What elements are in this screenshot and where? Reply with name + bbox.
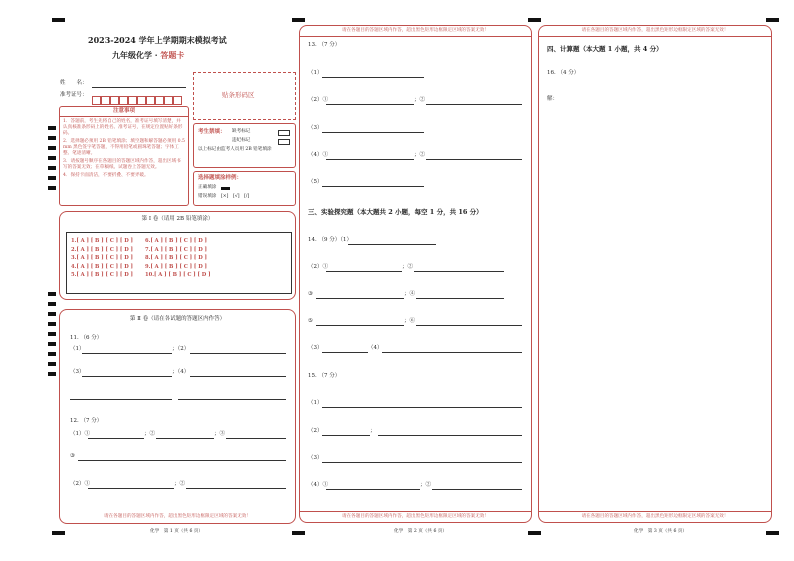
q13-item-label: （4）① xyxy=(308,152,328,158)
q11-item-label: ；（2） xyxy=(172,346,190,352)
q12-item-label: ；② xyxy=(174,481,186,487)
part2-box xyxy=(59,309,296,524)
q12-item-label: （2）① xyxy=(70,481,90,487)
q13-item-label: （5） xyxy=(308,179,323,185)
q14-item-label: ；② xyxy=(402,264,414,270)
subtitle-suffix: 答题卡 xyxy=(160,50,185,60)
name-field[interactable] xyxy=(92,87,186,88)
q14-item-label: （3） xyxy=(308,345,323,351)
answer-line[interactable] xyxy=(414,271,504,272)
q11-item-label: （3） xyxy=(70,369,85,375)
wrong-fill-marks: [×] [√] [/] xyxy=(221,194,250,199)
answer-line[interactable] xyxy=(70,399,172,400)
answer-line[interactable] xyxy=(88,488,174,489)
q13-item-label: （2）① xyxy=(308,97,328,103)
omr-grid xyxy=(66,232,292,294)
registration-mark xyxy=(292,531,305,535)
omr-row[interactable]: 1.[ A ] [ B ] [ C ] [ D ] xyxy=(71,238,133,244)
exam-status-note: 以上标记由监考人员用 2B 铅笔填涂 xyxy=(198,147,272,152)
registration-mark xyxy=(766,531,779,535)
boundary-warning: 请在各题目的答题区域内作答，超出黑色矩形边框限定区域的答案无效！ xyxy=(341,514,489,519)
notice-box xyxy=(59,106,189,206)
omr-row[interactable]: 5.[ A ] [ B ] [ C ] [ D ] xyxy=(71,272,133,278)
answer-line[interactable] xyxy=(322,462,522,463)
correct-fill-label: 正确填涂 xyxy=(198,185,217,190)
answer-line[interactable] xyxy=(82,353,172,354)
part1-box xyxy=(59,211,296,300)
q12-item-label: ；③ xyxy=(214,431,226,437)
exam-status-box xyxy=(193,123,296,168)
q15-item-label: （1） xyxy=(308,400,323,406)
answer-line[interactable] xyxy=(322,77,424,78)
absent-label: 缺考标记 xyxy=(232,129,251,134)
q14-item-label: ；④ xyxy=(404,291,416,297)
barcode-label: 贴条形码区 xyxy=(222,91,255,99)
answer-line[interactable] xyxy=(426,104,522,105)
registration-mark xyxy=(52,531,65,535)
answer-line[interactable] xyxy=(378,435,522,436)
q12-item-label: （1）① xyxy=(70,431,90,437)
name-label: 姓 名： xyxy=(60,80,88,86)
boundary-warning: 请在各题目的答题区域内作答，超出黑色矩形边框限定区域的答案无效！ xyxy=(581,514,729,519)
answer-line[interactable] xyxy=(426,159,522,160)
q15-item-label: （4）① xyxy=(308,482,328,488)
wrong-fill-label: 错误填涂 xyxy=(198,194,217,199)
page-footer: 化学 第 1 页（共 6 页） xyxy=(150,529,204,534)
answer-line[interactable] xyxy=(416,298,504,299)
question-11-label: 11. （6 分） xyxy=(70,335,103,341)
q12-item-label: ；② xyxy=(144,431,156,437)
answer-line[interactable] xyxy=(78,460,286,461)
answer-line[interactable] xyxy=(316,325,404,326)
omr-row[interactable]: 7.[ A ] [ B ] [ C ] [ D ] xyxy=(145,246,207,253)
answer-prefix: 解： xyxy=(547,96,559,102)
answer-line[interactable] xyxy=(326,271,402,272)
page-subtitle xyxy=(112,50,184,61)
part2-title: 第 Ⅱ 卷（请在各试题的答题区内作答） xyxy=(129,316,226,322)
answer-line[interactable] xyxy=(190,376,286,377)
answer-line[interactable] xyxy=(348,244,436,245)
page-footer: 化学 第 3 页（共 6 页） xyxy=(634,529,688,534)
omr-row[interactable]: 9.[ A ] [ B ] [ C ] [ D ] xyxy=(145,263,207,270)
registration-mark xyxy=(292,18,305,22)
answer-line[interactable] xyxy=(186,488,286,489)
q13-item-label: ；② xyxy=(414,152,426,158)
answer-line[interactable] xyxy=(416,325,522,326)
barcode-area xyxy=(193,72,296,120)
answer-line[interactable] xyxy=(316,298,404,299)
page-footer: 化学 第 2 页（共 6 页） xyxy=(394,529,448,534)
question-12-label: 12. （7 分） xyxy=(70,418,103,424)
q15-item-label: ；② xyxy=(420,482,432,488)
registration-mark xyxy=(528,18,541,22)
fill-example-title: 选择题填涂样例： xyxy=(198,175,243,181)
exam-status-label: 考生禁填： xyxy=(198,129,226,135)
answer-line[interactable] xyxy=(156,438,214,439)
q14-item-label: ；⑥ xyxy=(404,318,416,324)
question-13-label: 13. （7 分） xyxy=(308,42,341,48)
registration-mark xyxy=(528,531,541,535)
q15-item-label: （3） xyxy=(308,455,323,461)
ticket-label: 准考证号： xyxy=(60,92,88,98)
question-16-label: 16. （4 分） xyxy=(547,70,580,76)
correct-fill-sample xyxy=(221,187,230,190)
answer-line[interactable] xyxy=(190,353,286,354)
answer-line[interactable] xyxy=(322,352,368,353)
answer-line[interactable] xyxy=(432,489,522,490)
q11-item-label: （1） xyxy=(70,346,85,352)
registration-mark xyxy=(52,18,65,22)
omr-row[interactable]: 6.[ A ] [ B ] [ C ] [ D ] xyxy=(145,238,207,244)
question-14-label: 14. （9 分）（1） xyxy=(308,237,352,243)
boundary-warning: 请在各题目的答题区域内作答，超出黑色矩形边框限定区域的答案无效！ xyxy=(341,28,489,33)
answer-line[interactable] xyxy=(326,159,414,160)
violation-label: 违纪标记 xyxy=(232,138,251,143)
q13-item-label: ；② xyxy=(414,97,426,103)
section4-heading: 四、计算题（本大题 1 小题，共 4 分） xyxy=(547,45,663,53)
omr-row[interactable]: 10.[ A ] [ B ] [ C ] [ D ] xyxy=(145,272,211,278)
answer-line[interactable] xyxy=(382,352,522,353)
answer-line[interactable] xyxy=(178,399,286,400)
answer-line[interactable] xyxy=(226,438,286,439)
notice-item: 4．保持卡面清洁，不要折叠、不要弄破。 xyxy=(63,173,149,178)
answer-line[interactable] xyxy=(326,104,414,105)
answer-line[interactable] xyxy=(326,489,420,490)
page-title: 2023-2024 学年上学期期末模拟考试 xyxy=(88,35,227,45)
ticket-number-boxes[interactable] xyxy=(92,90,188,100)
answer-line[interactable] xyxy=(322,435,370,436)
answer-line[interactable] xyxy=(322,132,424,133)
answer-line[interactable] xyxy=(88,438,144,439)
q15-item-label: ； xyxy=(370,428,376,434)
notice-item: 2．选择题必须用 2B 铅笔填涂；填空题和解答题必须用 0.5 mm 黑色签字笔答题，不得用铅笔或圆珠笔答题；字体工整、笔迹清晰。 xyxy=(63,139,185,156)
omr-row[interactable]: 2.[ A ] [ B ] [ C ] [ D ] xyxy=(71,246,133,253)
subtitle-prefix: 九年级化学 · xyxy=(112,50,161,60)
q14-item-label: ③ xyxy=(308,291,313,297)
question-15-label: 15. （7 分） xyxy=(308,373,341,379)
answer-line[interactable] xyxy=(82,376,172,377)
answer-line[interactable] xyxy=(322,186,424,187)
q13-item-label: （1） xyxy=(308,70,323,76)
q14-item-label: （4） xyxy=(368,345,383,351)
q13-item-label: （3） xyxy=(308,125,323,131)
omr-row[interactable]: 4.[ A ] [ B ] [ C ] [ D ] xyxy=(71,263,133,270)
boundary-warning: 请在各题目的答题区域内作答，超出黑色矩形边框限定区域的答案无效！ xyxy=(581,28,729,33)
registration-mark xyxy=(766,18,779,22)
boundary-warning: 请在各题目的答题区域内作答，超出黑色矩形边框限定区域的答案无效！ xyxy=(103,514,251,519)
part1-title: 第 Ⅰ 卷（请用 2B 铅笔填涂） xyxy=(141,216,214,222)
q15-item-label: （2） xyxy=(308,428,323,434)
notice-item: 3．请按题号顺序在各题目的答题区域内作答，超出区域书写的答案无效；在草稿纸、试题卷上答题无效。 xyxy=(63,159,181,170)
q14-item-label: （2）① xyxy=(308,264,328,270)
omr-row[interactable]: 8.[ A ] [ B ] [ C ] [ D ] xyxy=(145,255,207,261)
notice-item: 1．答题前，考生先将自己的姓名，准考证号填写清楚，并认真核准条形码上的姓名、准考证号，在规定位置贴好条形码。 xyxy=(63,119,183,136)
q12-item-label: ③ xyxy=(70,453,75,459)
violation-checkbox[interactable] xyxy=(278,139,290,145)
column3-box xyxy=(538,25,772,523)
column2-box xyxy=(299,25,532,523)
notice-title: 注意事项 xyxy=(112,108,135,114)
answer-line[interactable] xyxy=(322,407,522,408)
q11-item-label: ；（4） xyxy=(172,369,190,375)
absent-checkbox[interactable] xyxy=(278,130,290,136)
fill-example-box xyxy=(193,171,296,206)
answer-area[interactable] xyxy=(547,106,763,486)
section3-heading: 三、实验探究题（本大题共 2 小题，每空 1 分，共 16 分） xyxy=(308,208,483,216)
omr-row[interactable]: 3.[ A ] [ B ] [ C ] [ D ] xyxy=(71,255,133,261)
q14-item-label: ⑤ xyxy=(308,318,313,324)
